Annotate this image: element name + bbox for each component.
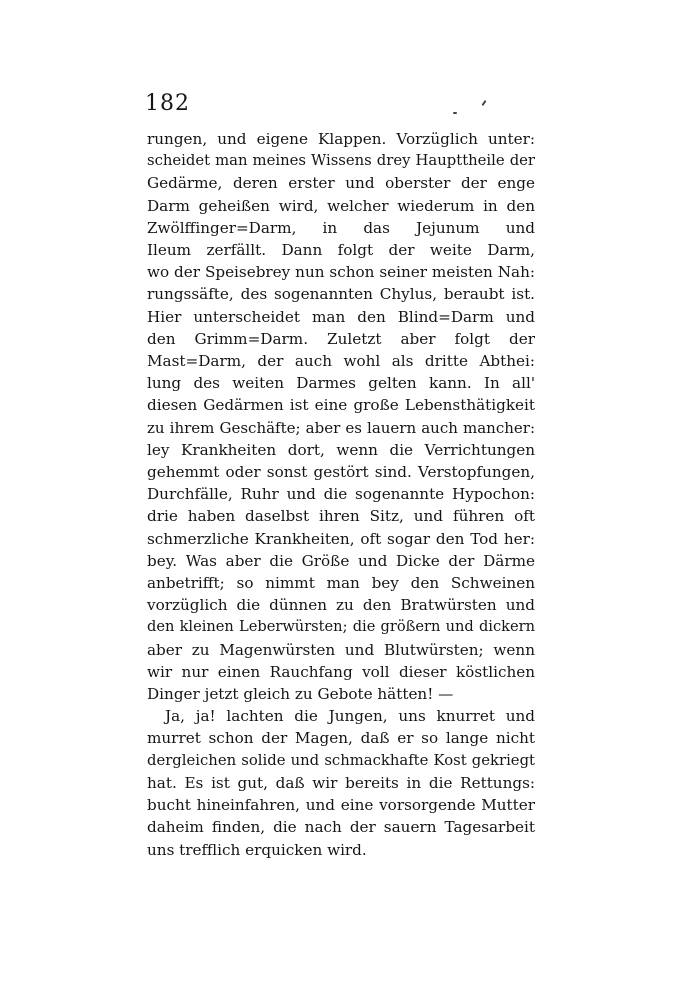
text-line: Dinger jetzt gleich zu Gebote hätten! — bbox=[147, 685, 454, 704]
ink-speck bbox=[481, 100, 486, 106]
text-line: rungen, und eigene Klappen. Vorzüglich unter: bbox=[147, 130, 535, 148]
text-line: Gedärme, deren erster und oberster der enge bbox=[147, 174, 535, 193]
text-line: dergleichen solide und schmackhafte Kost gekriegt bbox=[147, 751, 535, 769]
text-line: bey. Was aber die Größe und Dicke der Därme bbox=[147, 551, 535, 570]
text-line: anbetrifft; so nimmt man bey den Schweinen bbox=[147, 574, 535, 593]
text-line: Durchfälle, Ruhr und die sogenannte Hypochon: bbox=[147, 485, 535, 504]
text-line: murret schon der Magen, daß er so lange nicht bbox=[147, 729, 535, 748]
text-line: zu ihrem Geschäfte; aber es lauern auch mancher: bbox=[147, 418, 535, 437]
ink-speck bbox=[453, 112, 457, 114]
text-line: vorzüglich die dünnen zu den Bratwürsten und bbox=[147, 596, 535, 615]
text-line: Ileum zerfällt. Dann folgt der weite Darm, bbox=[147, 241, 535, 260]
text-line: aber zu Magenwürsten und Blutwürsten; wenn bbox=[147, 640, 535, 659]
text-line: bucht hineinfahren, und eine vorsorgende Mutter bbox=[147, 796, 535, 815]
page-number: 182 bbox=[145, 91, 190, 116]
text-line: drie haben daselbst ihren Sitz, und führen oft bbox=[147, 507, 535, 526]
text-line: schmerzliche Krankheiten, oft sogar den Tod her: bbox=[147, 529, 535, 548]
body-text bbox=[147, 128, 535, 861]
text-line: diesen Gedärmen ist eine große Lebensthätigkeit bbox=[147, 396, 535, 415]
text-line: Darm geheißen wird, welcher wiederum in den bbox=[147, 196, 535, 215]
text-line: scheidet man meines Wissens drey Haupttheile der bbox=[147, 152, 535, 170]
text-line: uns trefflich erquicken wird. bbox=[147, 840, 367, 859]
paragraph bbox=[147, 705, 535, 860]
text-line: rungssäfte, des sogenannten Chylus, beraubt ist. bbox=[147, 285, 535, 304]
text-line: lung des weiten Darmes gelten kann. In all' bbox=[147, 374, 535, 393]
text-line: wo der Speisebrey nun schon seiner meisten Nah: bbox=[147, 263, 535, 282]
text-line: Hier unterscheidet man den Blind=Darm und bbox=[147, 307, 535, 326]
text-line: Mast=Darm, der auch wohl als dritte Abthei: bbox=[147, 352, 535, 371]
text-line: hat. Es ist gut, daß wir bereits in die Rettungs: bbox=[147, 773, 535, 792]
text-line: daheim finden, die nach der sauern Tagesarbeit bbox=[147, 818, 535, 837]
text-line: den kleinen Leberwürsten; die größern und dickern bbox=[147, 618, 535, 636]
text-line: Zwölffinger=Darm, in das Jejunum und bbox=[147, 218, 535, 237]
text-line: den Grimm=Darm. Zuletzt aber folgt der bbox=[147, 329, 535, 348]
text-line: ley Krankheiten dort, wenn die Verrichtungen bbox=[147, 440, 535, 459]
paragraph bbox=[147, 128, 535, 705]
text-line: Ja, ja! lachten die Jungen, uns knurret und bbox=[165, 707, 535, 726]
text-line: gehemmt oder sonst gestört sind. Verstopfungen, bbox=[147, 463, 535, 482]
text-line: wir nur einen Rauchfang voll dieser köstlichen bbox=[147, 662, 535, 681]
